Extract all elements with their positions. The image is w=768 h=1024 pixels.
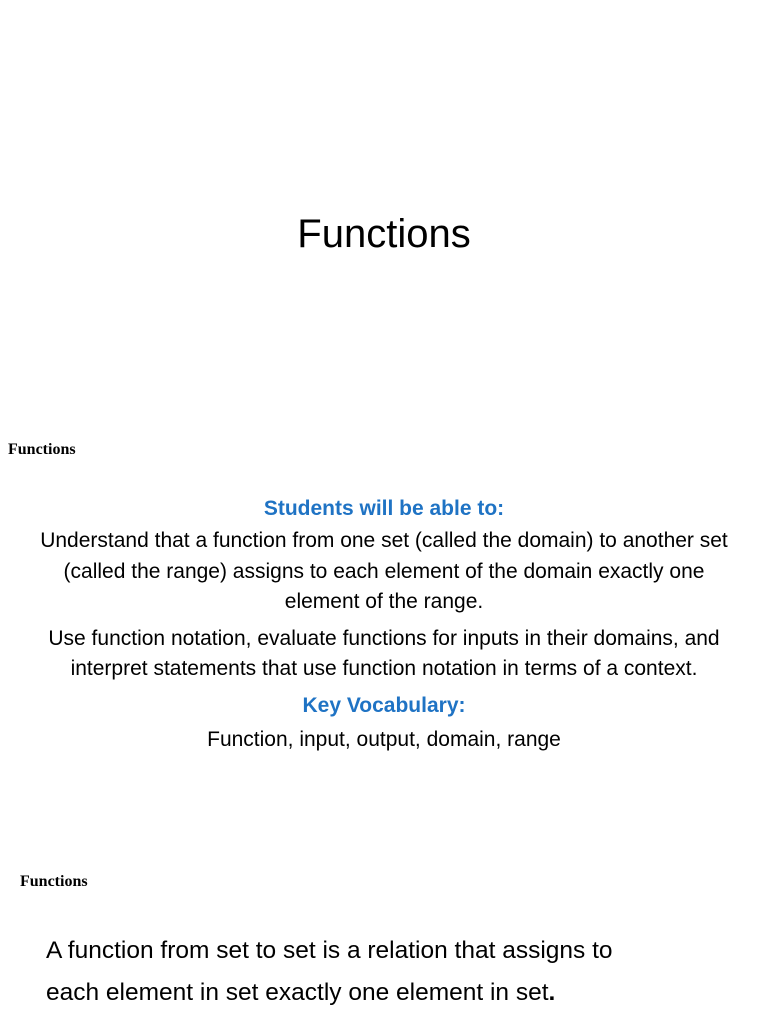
objectives-heading: Students will be able to: [263, 497, 505, 520]
function-definition [46, 930, 746, 1014]
objective-1: Understand that a function from one set (called the domain) to another set (called the range) assigns to each element of the domain exactly one element of the range. [40, 529, 728, 613]
vocab-list: Function, input, output, domain, range [207, 727, 561, 751]
definition-line-1: A function from set to set is a relation that assigns to [46, 937, 613, 964]
slide-title: Functions [297, 212, 471, 256]
definition-line-2-wrap [46, 972, 746, 1014]
slide-3-label: Functions [20, 873, 88, 890]
slide-2-label: Functions [8, 441, 76, 458]
objectives-section [40, 494, 728, 761]
definition-line-2: each element in set exactly one element in set [46, 979, 549, 1006]
definition-period: . [548, 979, 556, 1006]
vocab-heading: Key Vocabulary: [302, 693, 466, 717]
objective-2: Use function notation, evaluate functions for inputs in their domains, and interpret statements that use function notation in terms of a context. [48, 626, 720, 680]
